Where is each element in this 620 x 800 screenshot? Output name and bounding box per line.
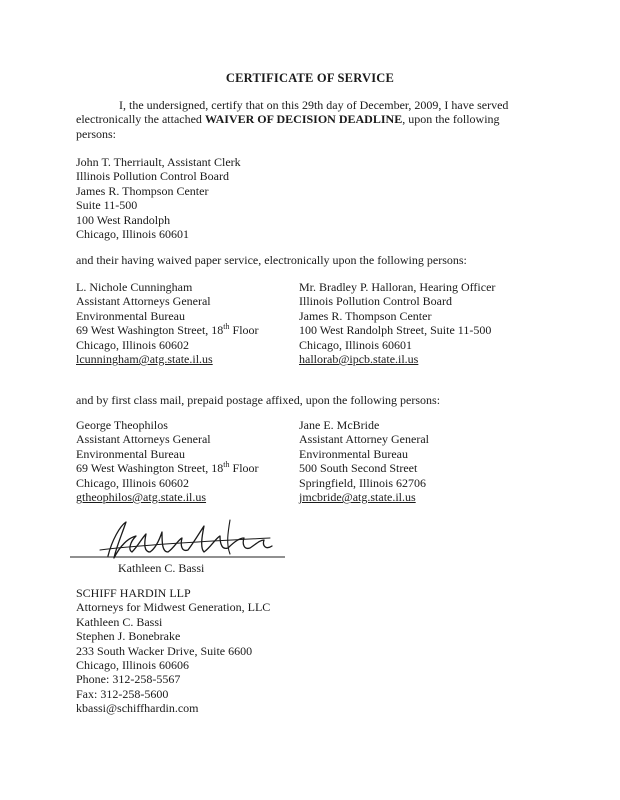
recipient-line: Jane E. McBride bbox=[299, 418, 380, 432]
recipient-address bbox=[76, 461, 259, 475]
recipient-line: James R. Thompson Center bbox=[299, 308, 432, 323]
recipient-line: George Theophilos bbox=[76, 418, 168, 432]
address-text: 69 West Washington Street, 18 bbox=[76, 461, 224, 476]
primary-recipient-line: Suite 11-500 bbox=[76, 198, 138, 213]
recipient-line: 100 West Randolph Street, Suite 11-500 bbox=[299, 323, 492, 338]
intro-line-2-post: , upon the following bbox=[402, 112, 500, 127]
firm-line: SCHIFF HARDIN LLP bbox=[76, 586, 191, 600]
recipient-city: Chicago, Illinois 60602 bbox=[76, 475, 189, 490]
signatory-name: Kathleen C. Bassi bbox=[118, 561, 205, 575]
electronic-service-intro bbox=[76, 253, 467, 267]
primary-recipient-line: Chicago, Illinois 60601 bbox=[76, 227, 189, 242]
firm-email[interactable]: kbassi@schiffhardin.com bbox=[76, 701, 199, 716]
address-ordinal: th bbox=[223, 322, 230, 332]
electronic-recipient-left bbox=[76, 280, 259, 366]
recipient-line: Assistant Attorneys General bbox=[76, 294, 211, 309]
recipient-city: Chicago, Illinois 60602 bbox=[76, 337, 189, 352]
email-link[interactable]: lcunningham@atg.state.il.us bbox=[76, 352, 213, 367]
mail-service-intro bbox=[76, 393, 440, 407]
primary-recipient-line: James R. Thompson Center bbox=[76, 183, 209, 198]
electronic-intro-text: and their having waived paper service, electronically upon the following persons: bbox=[76, 253, 467, 267]
primary-recipient-line: John T. Therriault, Assistant Clerk bbox=[76, 155, 241, 169]
mail-recipient-right bbox=[299, 418, 429, 504]
address-ordinal: th bbox=[223, 460, 230, 470]
email-link[interactable]: gtheophilos@atg.state.il.us bbox=[76, 490, 207, 505]
firm-fax: Fax: 312-258-5600 bbox=[76, 686, 169, 701]
firm-line: Chicago, Illinois 60606 bbox=[76, 658, 189, 673]
recipient-line: Springfield, Illinois 62706 bbox=[299, 475, 426, 490]
recipient-line: Chicago, Illinois 60601 bbox=[299, 337, 412, 352]
document-name-bold: WAIVER OF DECISION DEADLINE bbox=[204, 112, 403, 127]
recipient-address bbox=[76, 323, 259, 337]
mail-recipient-left bbox=[76, 418, 259, 504]
address-text: 69 West Washington Street, 18 bbox=[76, 323, 224, 338]
primary-recipient-line: 100 West Randolph bbox=[76, 212, 171, 227]
electronic-recipient-right bbox=[299, 280, 495, 366]
recipient-line: Environmental Bureau bbox=[299, 446, 408, 461]
mail-intro-text: and by first class mail, prepaid postage affixed, upon the following persons: bbox=[76, 393, 441, 407]
primary-recipient-line: Illinois Pollution Control Board bbox=[76, 169, 230, 184]
email-link[interactable]: hallorab@ipcb.state.il.us bbox=[299, 352, 419, 367]
primary-recipient-block bbox=[76, 155, 241, 241]
recipient-line: Assistant Attorney General bbox=[299, 432, 429, 447]
intro-line-3: persons: bbox=[76, 126, 116, 141]
intro-line-1: I, the undersigned, certify that on this 29th day of December, 2009, I have served bbox=[119, 98, 509, 112]
firm-phone: Phone: 312-258-5567 bbox=[76, 672, 181, 687]
recipient-line: Environmental Bureau bbox=[76, 308, 185, 323]
email-link[interactable]: jmcbride@atg.state.il.us bbox=[299, 490, 416, 505]
firm-block bbox=[76, 586, 270, 716]
firm-line: Stephen J. Bonebrake bbox=[76, 629, 181, 644]
address-floor: Floor bbox=[229, 461, 259, 476]
intro-paragraph bbox=[76, 98, 526, 141]
document-title: CERTIFICATE OF SERVICE bbox=[225, 71, 395, 85]
recipient-line: 500 South Second Street bbox=[299, 461, 418, 476]
intro-line-2-pre: electronically the attached bbox=[76, 112, 205, 127]
recipient-line: Assistant Attorneys General bbox=[76, 432, 211, 447]
recipient-line: L. Nichole Cunningham bbox=[76, 280, 193, 294]
intro-line-2 bbox=[76, 112, 526, 126]
firm-line: 233 South Wacker Drive, Suite 6600 bbox=[76, 643, 253, 658]
firm-line: Kathleen C. Bassi bbox=[76, 614, 163, 629]
recipient-line: Mr. Bradley P. Halloran, Hearing Officer bbox=[299, 280, 496, 294]
address-floor: Floor bbox=[229, 323, 259, 338]
firm-line: Attorneys for Midwest Generation, LLC bbox=[76, 600, 271, 615]
recipient-line: Illinois Pollution Control Board bbox=[299, 294, 453, 309]
recipient-line: Environmental Bureau bbox=[76, 446, 185, 461]
